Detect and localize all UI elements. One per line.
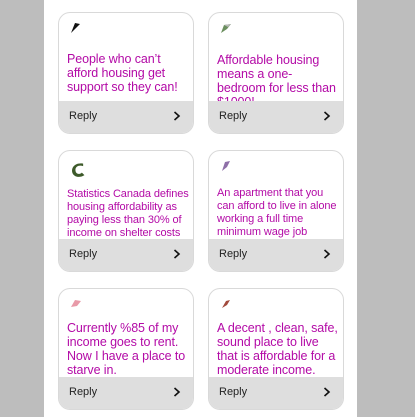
avatar-icon — [219, 159, 233, 173]
chevron-right-icon[interactable] — [173, 387, 181, 397]
card-content — [209, 13, 343, 105]
chevron-right-icon[interactable] — [323, 111, 331, 121]
card-content — [59, 151, 193, 243]
avatar-icon — [69, 21, 83, 35]
reply-bar[interactable] — [209, 239, 343, 271]
avatar-icon — [219, 297, 233, 311]
response-card — [208, 288, 344, 410]
response-text: Statistics Canada defines housing affordability as paying less than 30% of income on shelter costs — [67, 188, 189, 239]
reply-label[interactable]: Reply — [219, 110, 248, 122]
response-card — [208, 150, 344, 272]
responses-panel — [44, 0, 357, 417]
reply-bar[interactable] — [59, 377, 193, 409]
reply-bar[interactable] — [59, 239, 193, 271]
reply-bar[interactable] — [59, 101, 193, 133]
reply-label[interactable]: Reply — [219, 248, 248, 260]
chevron-right-icon[interactable] — [173, 249, 181, 259]
card-content — [59, 289, 193, 381]
reply-label[interactable]: Reply — [69, 110, 98, 122]
card-content — [209, 151, 343, 243]
response-text: An apartment that you can afford to live in alone working a full time minimum wage job — [217, 187, 337, 238]
response-card — [58, 150, 194, 272]
response-text: A decent , clean, safe, sound place to live that is affordable for a moderate income. — [217, 321, 338, 377]
reply-bar[interactable] — [209, 377, 343, 409]
card-content — [59, 13, 193, 105]
response-card — [58, 288, 194, 410]
avatar-icon — [219, 21, 233, 35]
avatar-icon — [69, 297, 83, 311]
chevron-right-icon[interactable] — [323, 387, 331, 397]
reply-label[interactable]: Reply — [69, 386, 98, 398]
reply-bar[interactable] — [209, 101, 343, 133]
response-text: Currently %85 of my income goes to rent. Now I have a place to starve in. — [67, 321, 186, 377]
chevron-right-icon[interactable] — [173, 111, 181, 121]
response-text: Affordable housing means a one-bedroom for less than — [217, 53, 336, 95]
reply-label[interactable]: Reply — [69, 248, 98, 260]
reply-label[interactable]: Reply — [219, 386, 248, 398]
chevron-right-icon[interactable] — [323, 249, 331, 259]
response-text: People who can’t afford housing get support so they can! — [67, 52, 178, 94]
card-content — [209, 289, 343, 381]
response-card — [58, 12, 194, 134]
response-card — [208, 12, 344, 134]
avatar-icon — [69, 159, 87, 181]
